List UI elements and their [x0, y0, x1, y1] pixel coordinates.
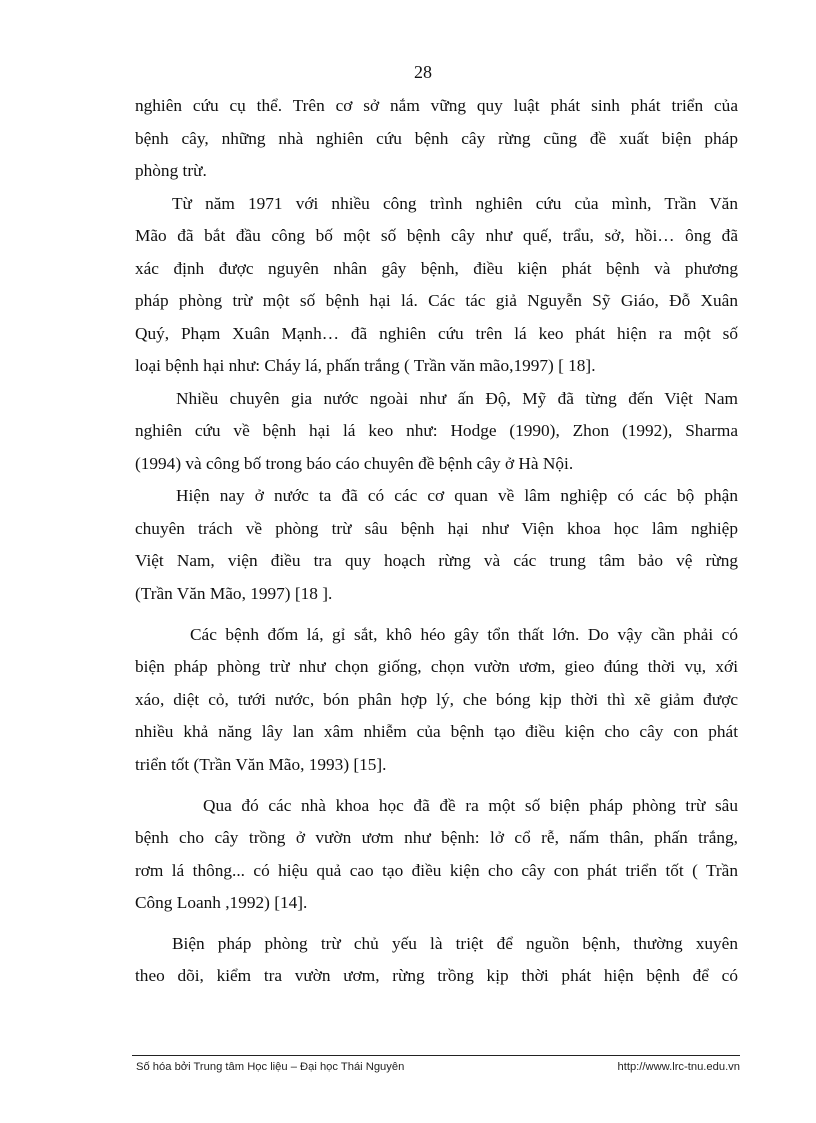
text-line: chuyên trách về phòng trừ sâu bệnh hại như Viện khoa học lâm nghiệp	[135, 519, 738, 538]
text-line: xác định được nguyên nhân gây bệnh, điều kiện phát bệnh và phương	[135, 259, 738, 278]
text-line: (Trần Văn Mão, 1997) [18 ].	[135, 584, 333, 603]
text-line: triển tốt (Trần Văn Mão, 1993) [15].	[135, 755, 387, 774]
text-line: Mão đã bắt đầu công bố một số bệnh cây như quế, trẩu, sở, hồi… ông đã	[135, 226, 738, 245]
text-line: nghiên cứu cụ thể. Trên cơ sở nắm vững quy luật phát sinh phát triển của	[135, 96, 738, 115]
text-line: phòng trừ.	[135, 161, 207, 180]
page-number: 28	[414, 62, 432, 82]
text-line: theo dõi, kiểm tra vườn ươm, rừng trồng kịp thời phát hiện bệnh để có	[135, 966, 738, 985]
footer-divider	[132, 1055, 740, 1056]
text-line: loại bệnh hại như: Cháy lá, phấn trắng ( Trần văn mão,1997) [ 18].	[135, 356, 596, 375]
text-line: Việt Nam, viện điều tra quy hoạch rừng và các trung tâm bảo vệ rừng	[135, 551, 738, 570]
text-line: Nhiều chuyên gia nước ngoài như ấn Độ, Mỹ đã từng đến Việt Nam	[176, 389, 738, 408]
footer-source: Số hóa bởi Trung tâm Học liệu – Đại học Thái Nguyên	[136, 1061, 405, 1073]
text-line: Quý, Phạm Xuân Mạnh… đã nghiên cứu trên lá keo phát hiện ra một số	[135, 324, 738, 343]
text-line: Từ năm 1971 với nhiều công trình nghiên cứu của mình, Trần Văn	[172, 194, 738, 213]
text-line: Qua đó các nhà khoa học đã đề ra một số biện pháp phòng trừ sâu	[203, 796, 738, 815]
text-line: biện pháp phòng trừ như chọn giống, chọn vườn ươm, gieo đúng thời vụ, xới	[135, 657, 738, 676]
text-line: Hiện nay ở nước ta đã có các cơ quan về lâm nghiệp có các bộ phận	[176, 486, 738, 505]
text-line: bệnh cây, những nhà nghiên cứu bệnh cây rừng cũng đề xuất biện pháp	[135, 129, 738, 148]
text-line: nhiều khả năng lây lan xâm nhiễm của bệnh tạo điều kiện cho cây con phát	[135, 722, 738, 741]
text-line: Các bệnh đốm lá, gỉ sắt, khô héo gây tổn thất lớn. Do vậy cần phải có	[190, 625, 738, 644]
text-line: xáo, diệt cỏ, tưới nước, bón phân hợp lý, che bóng kịp thời thì xẽ giảm được	[135, 690, 738, 709]
footer-url: http://www.lrc-tnu.edu.vn	[617, 1061, 740, 1073]
text-line: Công Loanh ,1992) [14].	[135, 893, 308, 912]
text-line: nghiên cứu về bệnh hại lá keo như: Hodge (1990), Zhon (1992), Sharma	[135, 421, 738, 440]
text-line: (1994) và công bố trong báo cáo chuyên đề bệnh cây ở Hà Nội.	[135, 454, 574, 473]
text-line: rơm lá thông... có hiệu quả cao tạo điều kiện cho cây con phát triển tốt ( Trần	[135, 861, 738, 880]
text-line: Biện pháp phòng trừ chủ yếu là triệt để nguồn bệnh, thường xuyên	[172, 934, 738, 953]
text-line: bệnh cho cây trồng ở vườn ươm như bệnh: lở cổ rễ, nấm thân, phấn trắng,	[135, 828, 738, 847]
text-line: pháp phòng trừ một số bệnh hại lá. Các tác giả Nguyễn Sỹ Giáo, Đỗ Xuân	[135, 291, 738, 310]
